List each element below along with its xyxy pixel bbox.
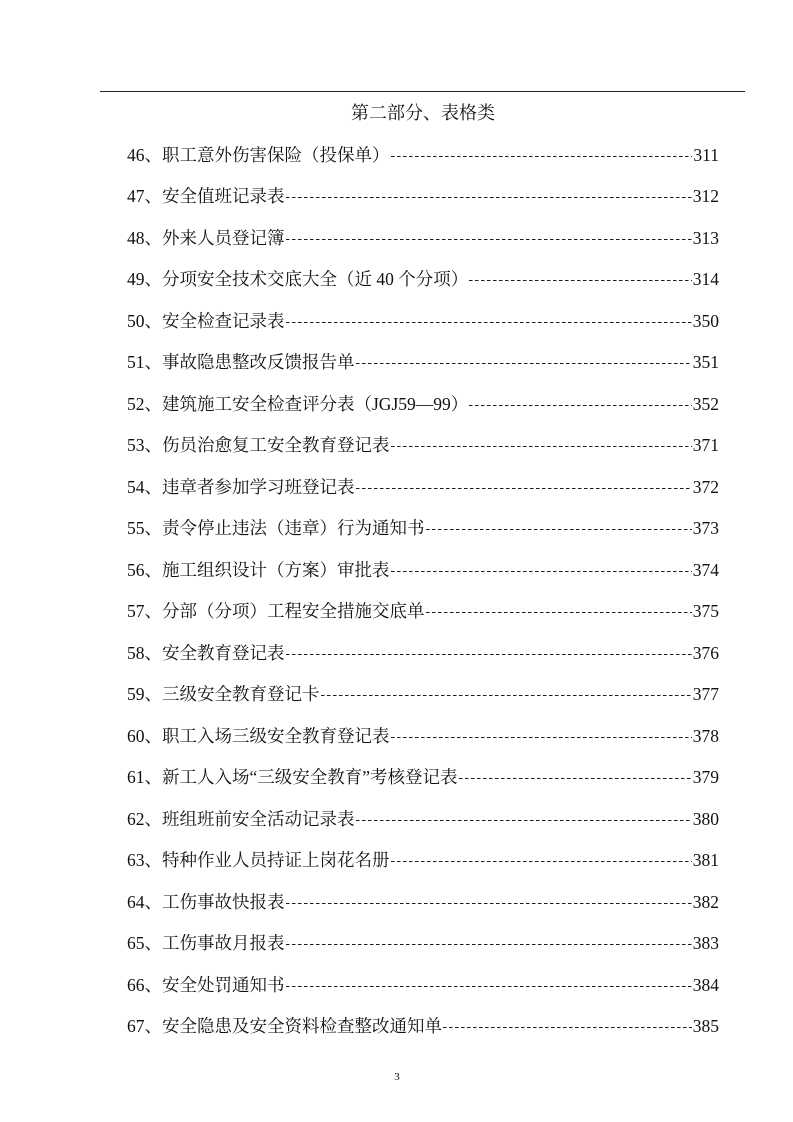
toc-leader-dashes xyxy=(356,809,692,829)
toc-entry-page: 371 xyxy=(692,435,719,456)
toc-entry-page: 314 xyxy=(692,269,719,290)
toc-leader-dashes xyxy=(469,269,692,289)
toc-entry-title: 66、安全处罚通知书 xyxy=(127,974,285,995)
toc-entry xyxy=(127,508,719,550)
toc-entry-title: 46、职工意外伤害保险（投保单） xyxy=(127,144,390,165)
toc-entry-page: 351 xyxy=(692,352,719,373)
toc-entry-page: 313 xyxy=(692,227,719,248)
toc-entry xyxy=(127,259,719,301)
toc-entry-page: 382 xyxy=(692,891,719,912)
toc-entry-title: 65、工伤事故月报表 xyxy=(127,933,285,954)
toc-entry xyxy=(127,632,719,674)
toc-entry-page: 373 xyxy=(692,518,719,539)
toc-entry-title: 67、安全隐患及安全资料检查整改通知单 xyxy=(127,1016,442,1037)
toc-leader-dashes xyxy=(391,560,692,580)
toc-entry xyxy=(127,300,719,342)
toc-entry-title: 63、特种作业人员持证上岗花名册 xyxy=(127,850,390,871)
toc-entry-title: 52、建筑施工安全检查评分表（JGJ59—99） xyxy=(127,393,469,414)
page-number: 3 xyxy=(394,1071,400,1083)
toc-leader-dashes xyxy=(426,601,692,621)
toc-entry-title: 62、班组班前安全活动记录表 xyxy=(127,808,355,829)
toc-leader-dashes xyxy=(426,518,692,538)
toc-entry-page: 377 xyxy=(692,684,719,705)
toc-entry xyxy=(127,798,719,840)
toc-leader-dashes xyxy=(286,643,692,663)
toc-leader-dashes xyxy=(286,228,692,248)
toc-entry-title: 56、施工组织设计（方案）审批表 xyxy=(127,559,390,580)
toc-entry-title: 58、安全教育登记表 xyxy=(127,642,285,663)
toc-entry-title: 60、职工入场三级安全教育登记表 xyxy=(127,725,390,746)
toc-entry xyxy=(127,881,719,923)
toc-entry xyxy=(127,425,719,467)
toc-leader-dashes xyxy=(469,394,691,414)
toc-entry-title: 50、安全检查记录表 xyxy=(127,310,285,331)
toc-entry-page: 385 xyxy=(692,1016,719,1037)
toc-entry-title: 59、三级安全教育登记卡 xyxy=(127,684,320,705)
toc-entry-page: 372 xyxy=(692,476,719,497)
toc-leader-dashes xyxy=(286,933,692,953)
toc-entry-page: 383 xyxy=(692,933,719,954)
toc-entry xyxy=(127,964,719,1006)
toc-entry-page: 384 xyxy=(692,974,719,995)
toc-entry xyxy=(127,591,719,633)
toc-entry-page: 311 xyxy=(693,144,719,165)
toc-entry-title: 54、违章者参加学习班登记表 xyxy=(127,476,355,497)
toc-entry-title: 51、事故隐患整改反馈报告单 xyxy=(127,352,355,373)
toc-entry-title: 64、工伤事故快报表 xyxy=(127,891,285,912)
toc-entry-page: 378 xyxy=(692,725,719,746)
header-rule xyxy=(100,91,745,92)
toc-leader-dashes xyxy=(443,1016,692,1036)
toc-leader-dashes xyxy=(286,975,692,995)
table-of-contents xyxy=(127,134,719,1047)
toc-leader-dashes xyxy=(391,850,692,870)
toc-entry-title: 48、外来人员登记簿 xyxy=(127,227,285,248)
section-title: 第二部分、表格类 xyxy=(351,103,495,123)
toc-entry xyxy=(127,466,719,508)
toc-leader-dashes xyxy=(391,145,693,165)
toc-leader-dashes xyxy=(459,767,692,787)
toc-leader-dashes xyxy=(321,684,692,704)
toc-entry xyxy=(127,383,719,425)
toc-entry-page: 375 xyxy=(692,601,719,622)
toc-leader-dashes xyxy=(286,892,692,912)
toc-entry-page: 350 xyxy=(692,310,719,331)
toc-leader-dashes xyxy=(391,435,692,455)
toc-entry xyxy=(127,217,719,259)
toc-entry xyxy=(127,674,719,716)
toc-entry-page: 374 xyxy=(692,559,719,580)
toc-entry-page: 379 xyxy=(692,767,719,788)
toc-leader-dashes xyxy=(356,352,692,372)
toc-entry xyxy=(127,134,719,176)
toc-entry xyxy=(127,757,719,799)
toc-leader-dashes xyxy=(391,726,692,746)
toc-entry xyxy=(127,840,719,882)
toc-entry xyxy=(127,1006,719,1048)
toc-entry xyxy=(127,549,719,591)
toc-entry-page: 376 xyxy=(692,642,719,663)
toc-entry-page: 380 xyxy=(692,808,719,829)
toc-entry xyxy=(127,715,719,757)
toc-entry-title: 49、分项安全技术交底大全（近 40 个分项） xyxy=(127,269,469,290)
toc-entry-title: 55、责令停止违法（违章）行为通知书 xyxy=(127,518,425,539)
toc-leader-dashes xyxy=(286,311,692,331)
toc-leader-dashes xyxy=(286,186,692,206)
toc-entry-title: 47、安全值班记录表 xyxy=(127,186,285,207)
toc-entry-page: 312 xyxy=(692,186,719,207)
toc-entry-title: 53、伤员治愈复工安全教育登记表 xyxy=(127,435,390,456)
toc-entry-page: 381 xyxy=(692,850,719,871)
toc-entry-title: 57、分部（分项）工程安全措施交底单 xyxy=(127,601,425,622)
toc-entry xyxy=(127,923,719,965)
toc-entry xyxy=(127,342,719,384)
toc-entry-title: 61、新工人入场“三级安全教育”考核登记表 xyxy=(127,767,458,788)
toc-entry xyxy=(127,176,719,218)
toc-leader-dashes xyxy=(356,477,692,497)
toc-entry-page: 352 xyxy=(692,393,719,414)
